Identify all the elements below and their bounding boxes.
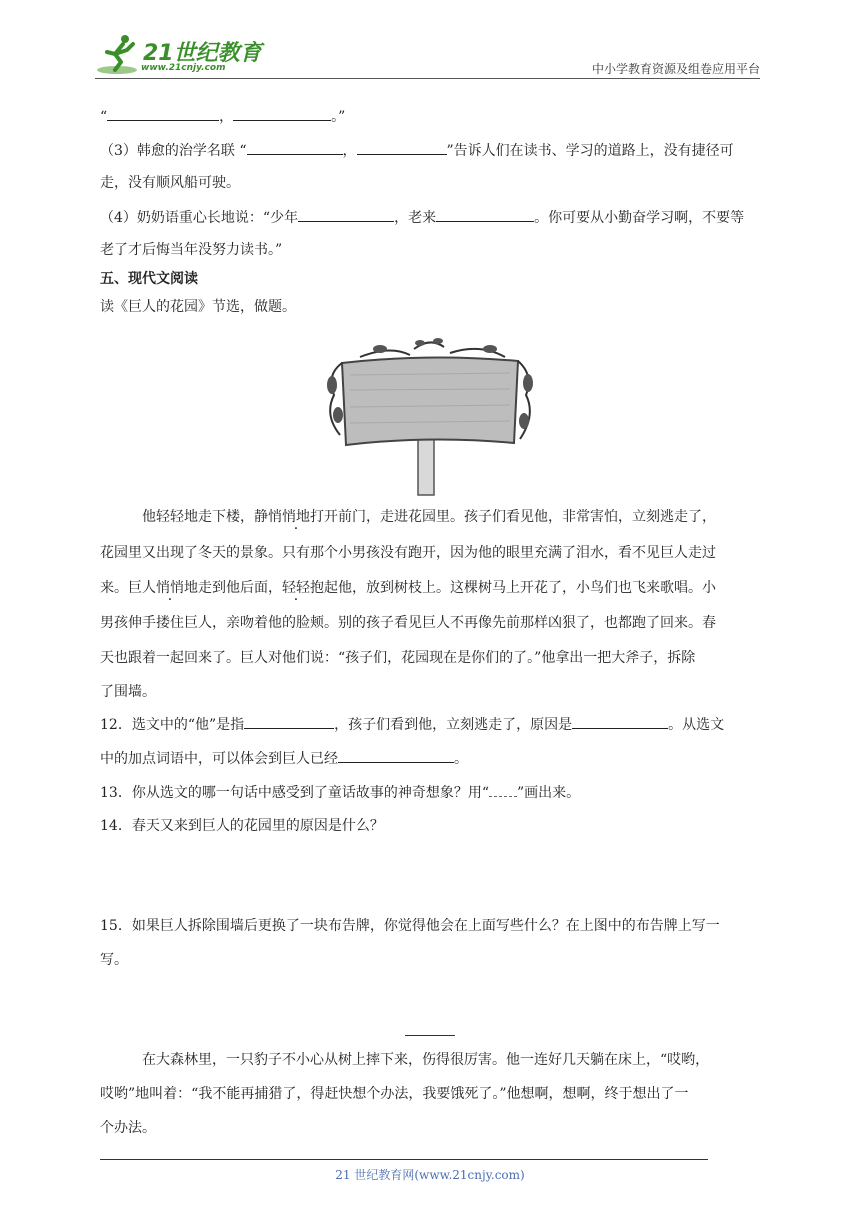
passage-1-line-4: 男孩伸手搂住巨人，亲吻着他的脸颊。别的孩子看见巨人不再像先前那样凶狠了，也都跑了回来。春 — [100, 615, 716, 631]
question-12-line-1 — [100, 714, 724, 735]
q3-text: （3）韩愈的治学名联 “ — [100, 143, 247, 159]
passage-1-line-3 — [100, 578, 765, 598]
passage-1-line-6: 了围墙。 — [100, 684, 156, 700]
reading-intro: 读《巨人的花园》节选，做题。 — [100, 299, 296, 315]
passage-text: 地打开前门，走进花园里。孩子们看见他，非常害怕，立刻逃走了， — [296, 509, 716, 525]
passage-1-line-5: 天也跟着一起回来了。巨人对他们说：“孩子们，花园现在是你们的了。”他拿出一把大斧子，拆除 — [100, 650, 696, 666]
section-heading: 五、现代文阅读 — [100, 271, 198, 287]
q4-text: ，老来 — [394, 210, 437, 226]
q12-text: 12．选文中的“他”是指 — [100, 717, 245, 733]
q13-text: ”画出来。 — [516, 785, 581, 801]
q4-text: （4）奶奶语重心长地说：“少年 — [100, 210, 299, 226]
comma: ， — [219, 109, 234, 125]
answer-blank[interactable] — [436, 207, 534, 222]
site-logo[interactable] — [95, 30, 265, 78]
logo-url: www.21cnjy.com — [141, 63, 226, 73]
question-3-line-1 — [100, 140, 734, 161]
quote-open: “ — [100, 109, 108, 125]
question-13 — [100, 782, 580, 803]
running-figure-icon — [95, 32, 143, 76]
q12-text: 中的加点词语中，可以体会到巨人已经 — [100, 751, 338, 767]
q12-text: 。 — [454, 751, 468, 767]
passage-text: 地走到他后面， — [184, 580, 282, 596]
question-15-line-1: 15．如果巨人拆除围墙后更换了一块布告牌，你觉得他会在上面写些什么？在上图中的布告牌上写一 — [100, 918, 720, 934]
footer-divider — [100, 1159, 708, 1160]
blank-line-1 — [100, 106, 345, 127]
q13-text: 13．你从选文的哪一句话中感受到了童话故事的神奇想象？用“ — [100, 785, 489, 801]
passage-2-line-1: 在大森林里，一只豹子不小心从树上摔下来，伤得很厉害。他一连好几天躺在床上，“哎哟， — [142, 1052, 710, 1068]
q3-text: ”告诉人们在读书、学习的道路上，没有捷径可 — [446, 143, 734, 159]
passage-1-line-2: 花园里又出现了冬天的景象。只有那个小男孩没有跑开，因为他的眼里充满了泪水，看不见巨人走过 — [100, 545, 716, 561]
passage-text: 他轻轻地走下楼， — [142, 509, 254, 525]
passage-2-line-3: 个办法。 — [100, 1120, 156, 1136]
passage-2-line-2: 哎哟”地叫着：“我不能再捕猎了，得赶快想个办法，我要饿死了。”他想啊，想啊，终于想出了一 — [100, 1086, 689, 1102]
q4-text: 。你可要从小勤奋学习啊，不要等 — [534, 210, 745, 226]
platform-title: 中小学教育资源及组卷应用平台 — [591, 62, 760, 76]
page-header — [95, 30, 760, 78]
answer-blank[interactable] — [233, 106, 331, 121]
answer-blank[interactable] — [298, 207, 394, 222]
quote-close: 。” — [331, 109, 346, 125]
dotted-word: 悄悄 — [156, 580, 184, 596]
answer-blank[interactable] — [572, 714, 668, 729]
passage-text: 来。巨人 — [100, 580, 156, 596]
question-4-line-1 — [100, 207, 744, 228]
question-4-line-2 — [100, 240, 282, 260]
q12-text: ，孩子们看到他，立刻逃走了，原因是 — [334, 717, 573, 733]
dotted-word: 轻轻 — [282, 580, 310, 596]
wavy-underline-sample — [489, 782, 517, 797]
logo-text: 21世纪教育 — [143, 41, 262, 66]
comma: ， — [342, 143, 357, 159]
question-12-line-2 — [100, 748, 468, 769]
answer-blank[interactable] — [247, 140, 343, 155]
answer-blank[interactable] — [357, 140, 447, 155]
question-15-line-2: 写。 — [100, 952, 128, 968]
dotted-word: 静悄悄 — [254, 509, 296, 525]
footer-link[interactable]: 21 世纪教育网(www.21cnjy.com) — [335, 1168, 525, 1182]
answer-blank[interactable] — [244, 714, 334, 729]
q4-text: 老了才后悔当年没努力读书。” — [100, 242, 283, 258]
question-3-line-2 — [100, 173, 240, 193]
passage-text: 抱起他，放到树枝上。这棵树马上开花了，小鸟们也飞来歌唱。小 — [310, 580, 716, 596]
q3-text: 走，没有顺风船可驶。 — [100, 175, 240, 191]
q12-text: 。从选文 — [668, 717, 725, 733]
question-14: 14．春天又来到巨人的花园里的原因是什么？ — [100, 818, 384, 834]
header-divider — [95, 78, 760, 79]
title-blank-line — [405, 1035, 455, 1036]
answer-blank[interactable] — [107, 106, 219, 121]
answer-blank[interactable] — [338, 748, 454, 763]
passage-1-line-1 — [100, 507, 765, 527]
notice-board-illustration[interactable] — [320, 335, 540, 500]
